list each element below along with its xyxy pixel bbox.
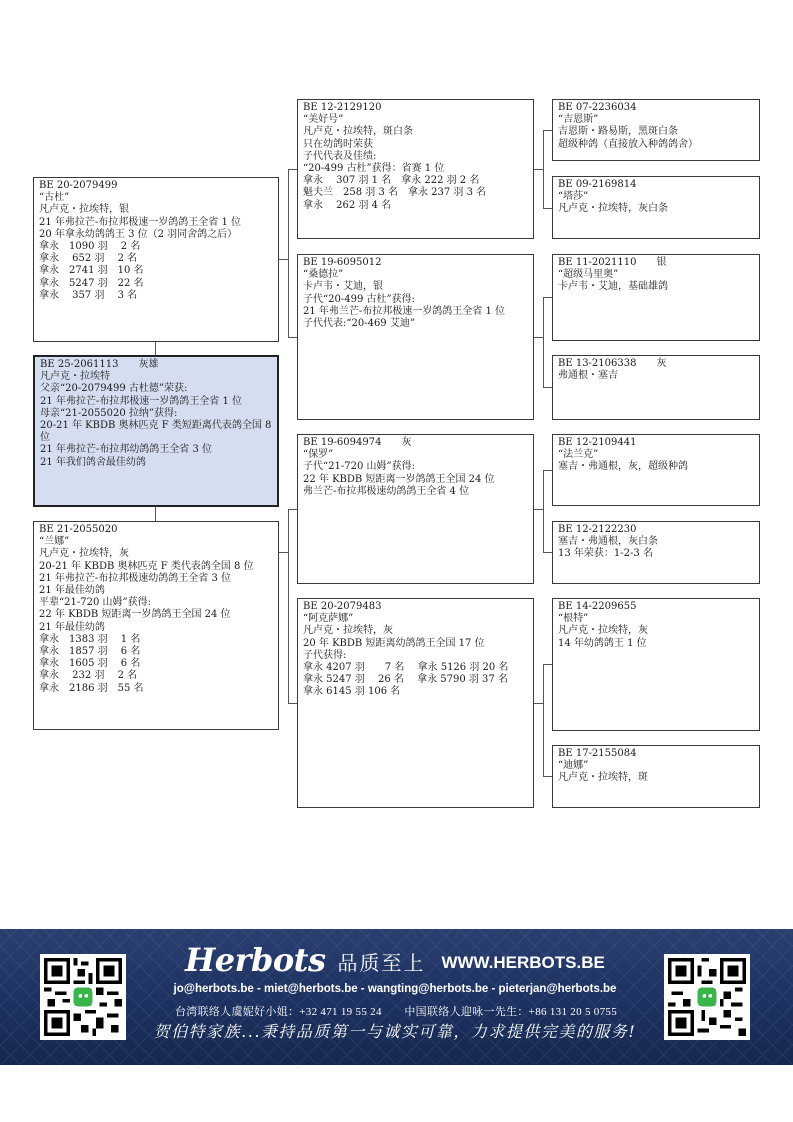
connector-ds-vertical xyxy=(543,470,544,552)
card-line: 拿永 357 羽 3 名 xyxy=(39,289,138,301)
connector-sds xyxy=(543,297,552,298)
card-line: 14 年幼鸽鸽王 1 位 xyxy=(558,637,647,649)
ring-number: BE 13-2106338 灰 xyxy=(558,358,667,369)
card-line: 21 年弗拉芒-布拉邦极速一岁鸽鸽王全省 1 位 xyxy=(39,216,242,228)
card-line: 平辈“21-720 山姆”获得: xyxy=(39,597,151,609)
card-line: 拿永 2741 羽 10 名 xyxy=(39,265,144,277)
ring-number: BE 20-2079483 xyxy=(303,601,382,612)
card-line: 拿永 6145 羽 106 名 xyxy=(303,686,401,698)
ring-number: BE 25-2061113 灰雄 xyxy=(40,359,159,370)
card-line: 21 年最佳幼鸽 xyxy=(39,585,105,597)
card-line: 20 年拿永幼鸽鸽王 3 位（2 羽同舍鸽之后） xyxy=(39,228,238,240)
card-line: 只在幼鸽时荣获 xyxy=(303,138,373,150)
card-line: “保罗” xyxy=(303,449,334,461)
card-line: 魁夫兰 258 羽 3 名 拿永 237 羽 3 名 xyxy=(303,187,487,199)
card-line: 拿永 232 羽 2 名 xyxy=(39,670,138,682)
connector-sire-vertical xyxy=(288,169,289,337)
card-line: 拿永 262 羽 4 名 xyxy=(303,199,392,211)
card-line: “法兰克” xyxy=(558,449,599,461)
connector-sire-right xyxy=(279,259,288,260)
ring-number: BE 14-2209655 xyxy=(558,601,637,612)
card-line: “吉恩斯” xyxy=(558,114,599,126)
ring-number: BE 12-2109441 xyxy=(558,437,637,448)
connector-ddd xyxy=(543,776,552,777)
card-line: 弗兰芒-布拉邦极速幼鸽鸽王全省 4 位 xyxy=(303,485,470,497)
qr-code-right-icon[interactable] xyxy=(664,954,750,1040)
dss-card xyxy=(552,434,760,506)
connector-ds xyxy=(288,509,297,510)
sdd-card xyxy=(552,355,760,420)
card-line: 子代获得: xyxy=(303,649,347,661)
card-line: 21 年我们鸽舍最佳幼鸽 xyxy=(40,456,146,468)
card-line: 拿永 652 羽 2 名 xyxy=(39,253,138,265)
card-line: 子代“20-499 古杜”获得: xyxy=(303,293,415,305)
sire-card xyxy=(33,177,279,342)
card-line: “塔莎” xyxy=(558,191,589,203)
card-line: “根特” xyxy=(558,613,589,625)
card-line: 21 年弗兰芒-布拉邦极速一岁鸽鸽王全省 1 位 xyxy=(303,305,506,317)
ring-number: BE 21-2055020 xyxy=(39,524,118,535)
footer-banner xyxy=(0,929,793,1065)
card-line: “阿克萨娜” xyxy=(303,613,354,625)
card-line: 母亲“21-2055020 拉纳”获得: xyxy=(40,407,178,419)
card-line: 凡卢克・拉埃特，银 xyxy=(39,204,129,216)
card-line: 子代“21-720 山姆”获得: xyxy=(303,461,415,473)
card-line: 子代代表:“20-469 艾迪” xyxy=(303,318,415,330)
connector-dsd xyxy=(543,552,552,553)
card-line: 拿永 307 羽 1 名 拿永 222 羽 2 名 xyxy=(303,175,480,187)
card-line: 塞吉・弗通根，灰白条 xyxy=(558,536,658,548)
connector-dd-right xyxy=(534,703,543,704)
ring-number: BE 20-2079499 xyxy=(39,180,118,191)
ring-number: BE 07-2236034 xyxy=(558,102,637,113)
subject-pigeon-card xyxy=(33,355,279,507)
connector-dds xyxy=(543,664,552,665)
brand-header xyxy=(185,941,625,977)
connector-dd xyxy=(288,703,297,704)
card-line: “桑德拉” xyxy=(303,269,344,281)
connector-dam-vertical xyxy=(288,509,289,703)
connector-dss xyxy=(543,470,552,471)
card-line: 21 年弗拉芒-布拉邦极速一岁鸽鸽王全省 1 位 xyxy=(40,395,243,407)
ring-number: BE 12-2122230 xyxy=(558,524,637,535)
connector-ssd xyxy=(543,208,552,209)
card-line: 20-21 年 KBDB 奥林匹克 F 类短距离代表鸽全国 8 位 xyxy=(40,420,272,444)
card-line: 凡卢克・拉埃特，斑 xyxy=(558,772,648,784)
sire-sire-card xyxy=(297,99,534,239)
website-link[interactable]: WWW.HERBOTS.BE xyxy=(441,953,605,972)
card-line: 凡卢克・拉埃特 xyxy=(40,371,110,383)
connector-sd-right xyxy=(534,337,543,338)
card-line: “20-499 古杜”获得：省赛 1 位 xyxy=(303,163,445,175)
card-line: 凡卢克・拉埃特，灰 xyxy=(39,548,129,560)
card-line: 子代代表及佳绩: xyxy=(303,150,377,162)
brand-tagline: 品质至上 xyxy=(337,951,426,975)
card-line: 父亲“20-2079499 古杜德”荣获: xyxy=(40,383,188,395)
connector-dd-vertical xyxy=(543,664,544,776)
card-line: “兰娜” xyxy=(39,536,70,548)
sss-card xyxy=(552,99,760,161)
connector-ss-vertical xyxy=(543,130,544,208)
card-line: 凡卢克・拉埃特，灰 xyxy=(558,625,648,637)
card-line: 拿永 1605 羽 6 名 xyxy=(39,658,141,670)
dsd-card xyxy=(552,521,760,584)
footer-slogan: 贺伯特家族...秉持品质第一与诚实可靠，力求提供完美的服务! xyxy=(153,1022,637,1041)
connector-subject-sire xyxy=(155,342,156,355)
card-line: 塞吉・弗通根，灰，超级种鸽 xyxy=(558,461,688,473)
card-line: 拿永 2186 羽 55 名 xyxy=(39,682,144,694)
ring-number: BE 19-6094974 灰 xyxy=(303,437,412,448)
card-line: 凡卢克・拉埃特，斑白条 xyxy=(303,126,413,138)
card-line: 20-21 年 KBDB 奥林匹克 F 类代表鸽全国 8 位 xyxy=(39,560,254,572)
card-line: 凡卢克・拉埃特，灰 xyxy=(303,625,393,637)
ddd-card xyxy=(552,745,760,808)
card-line: 13 年荣获：1-2-3 名 xyxy=(558,548,653,560)
connector-dam-right xyxy=(279,552,288,553)
card-line: “美好号” xyxy=(303,114,344,126)
card-line: 拿永 1383 羽 1 名 xyxy=(39,633,141,645)
sire-dam-card xyxy=(297,254,534,420)
card-line: 拿永 1090 羽 2 名 xyxy=(39,241,141,253)
connector-sd-vertical xyxy=(543,297,544,387)
card-line: 拿永 5247 羽 22 名 xyxy=(39,277,144,289)
connector-ss xyxy=(288,169,297,170)
connector-ss-right xyxy=(534,169,543,170)
card-line: “古杜” xyxy=(39,192,70,204)
card-line: 卡卢韦・艾迪，基础雄鸽 xyxy=(558,281,668,293)
email-list[interactable]: jo@herbots.be - miet@herbots.be - wangting@herbots.be - pieterjan@herbots.be xyxy=(173,983,617,995)
ring-number: BE 17-2155084 xyxy=(558,748,637,759)
card-line: 卡卢韦・艾迪，银 xyxy=(303,281,383,293)
card-line: “迪娜” xyxy=(558,760,589,772)
connector-sd xyxy=(288,337,297,338)
ring-number: BE 09-2169814 xyxy=(558,179,637,190)
dam-card xyxy=(33,521,279,730)
card-line: 20 年 KBDB 短距离幼鸽鸽王全国 17 位 xyxy=(303,637,485,649)
dam-dam-card xyxy=(297,598,534,808)
card-line: 拿永 1857 羽 6 名 xyxy=(39,646,141,658)
card-line: 超级种鸽（直接放入种鸽鸽舍） xyxy=(558,138,698,150)
card-line: 吉恩斯・路易斯，黑斑白条 xyxy=(558,126,678,138)
ring-number: BE 19-6095012 xyxy=(303,257,382,268)
card-line: “超级马里奥” xyxy=(558,269,619,281)
connector-ds-right xyxy=(534,509,543,510)
dds-card xyxy=(552,598,760,731)
card-line: 21 年最佳幼鸽 xyxy=(39,621,105,633)
connector-subject-dam xyxy=(155,507,156,521)
qr-code-left-icon[interactable] xyxy=(40,954,126,1040)
sds-card xyxy=(552,254,760,341)
contact-numbers: 台湾联络人虞妮好小姐：+32 471 19 55 24 中国联络人迎咏一先生：+86 131 20 5 0755 xyxy=(174,1006,617,1018)
brand-logo: Herbots xyxy=(185,941,326,979)
ring-number: BE 12-2129120 xyxy=(303,102,382,113)
connector-sss xyxy=(543,130,552,131)
card-line: 拿永 4207 羽 7 名 拿永 5126 羽 20 名 xyxy=(303,662,509,674)
ssd-card xyxy=(552,176,760,239)
dam-sire-card xyxy=(297,434,534,584)
ring-number: BE 11-2021110 银 xyxy=(558,257,667,268)
card-line: 凡卢克・拉埃特，灰白条 xyxy=(558,203,668,215)
card-line: 弗通根・塞吉 xyxy=(558,370,618,382)
card-line: 21 年弗拉芒-布拉邦幼鸽鸽王全省 3 位 xyxy=(40,444,213,456)
card-line: 拿永 5247 羽 26 名 拿永 5790 羽 37 名 xyxy=(303,674,508,686)
card-line: 22 年 KBDB 短距离一岁鸽鸽王全国 24 位 xyxy=(303,473,495,485)
card-line: 21 年弗拉芒-布拉邦极速幼鸽鸽王全省 3 位 xyxy=(39,572,232,584)
card-line: 22 年 KBDB 短距离一岁鸽鸽王全国 24 位 xyxy=(39,609,231,621)
connector-sdd xyxy=(543,387,552,388)
